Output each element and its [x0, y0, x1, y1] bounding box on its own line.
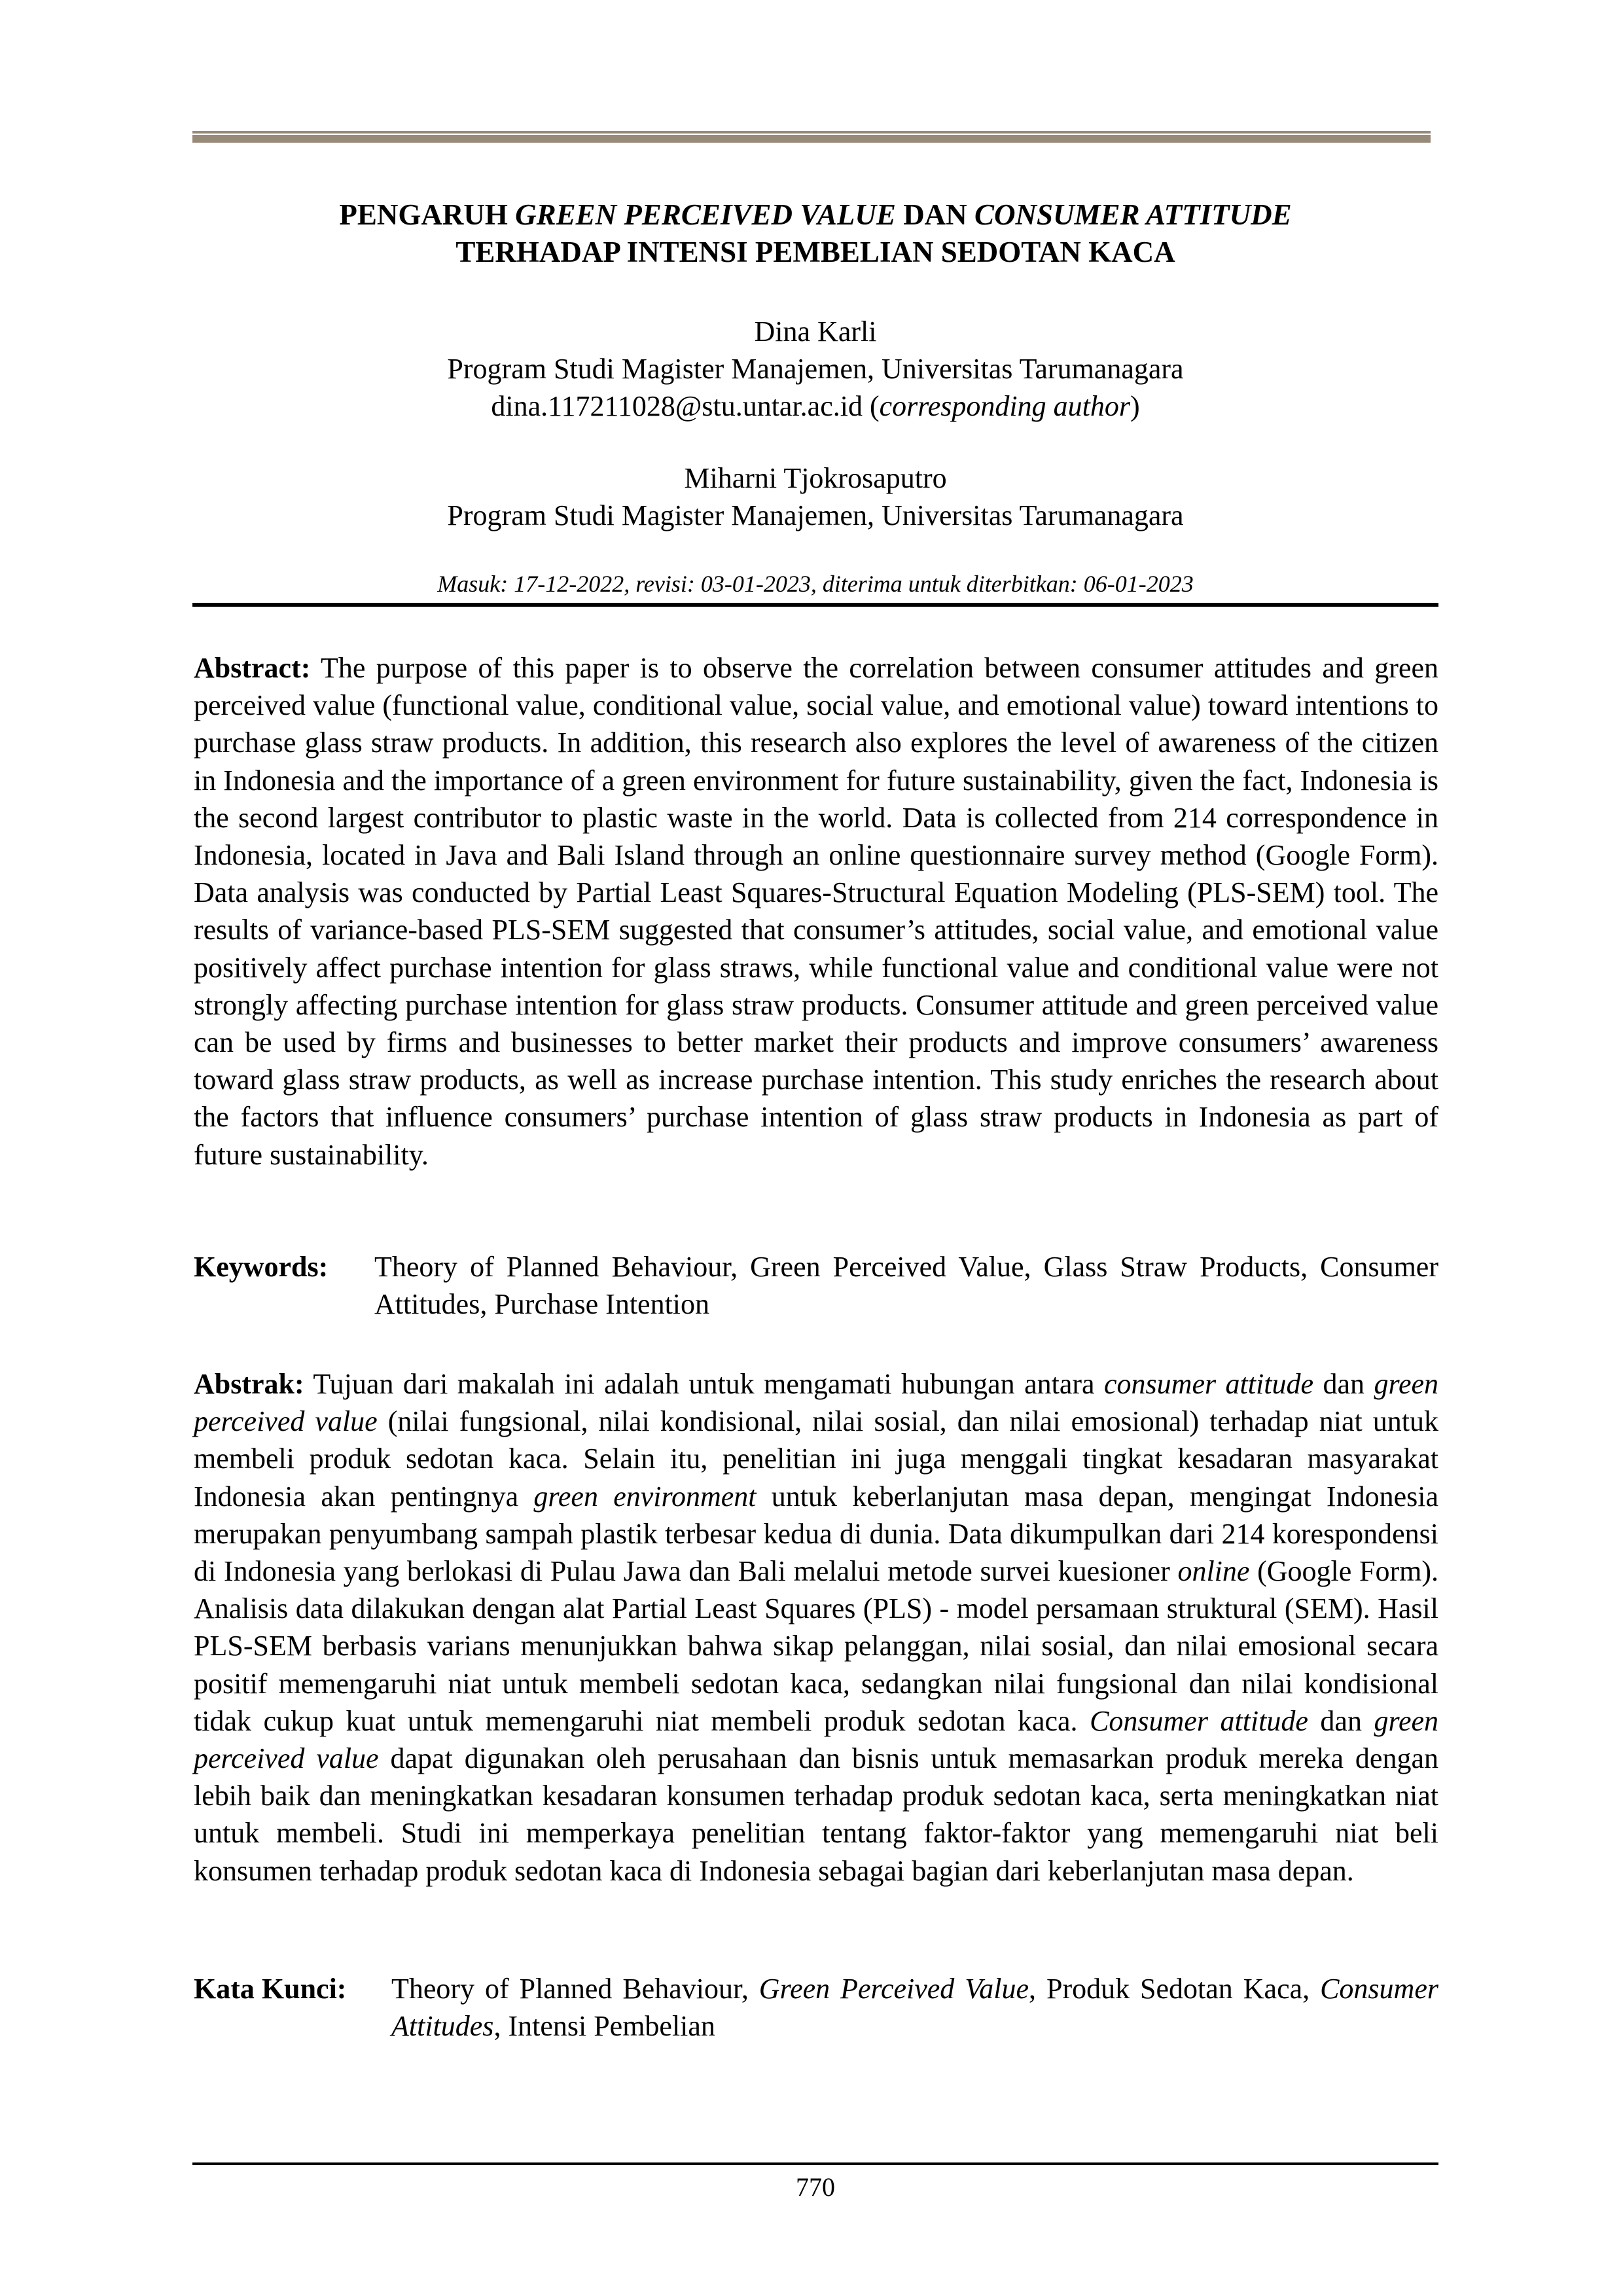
- text-segment: dan: [1313, 1368, 1374, 1400]
- author-name: Dina Karli: [754, 315, 877, 348]
- abstrak-text: [194, 1368, 1438, 1887]
- text-segment: (nilai fungsional, nilai kondisional, nilai sosial, dan nilai emosional) terhadap niat untuk membeli produk sedotan kaca. Selain itu, penelitian ini juga menggali tingkat kesadaran masyarakat Indonesia akan pentingnya: [194, 1405, 1438, 1513]
- title-line-2: TERHADAP INTENSI PEMBELIAN SEDOTAN KACA: [455, 236, 1175, 268]
- keywords-indonesian: [194, 1970, 1438, 2045]
- text-segment: dan: [1308, 1704, 1374, 1737]
- abstract-text: The purpose of this paper is to observe the correlation between consumer attitudes and green perceived value (functional value, conditional value, social value, and emotional value) toward intentions to purchase glass straw products. In addition, this research also explores the level of awareness of the citizen in Indonesia and the importance of a green environment for future sustainability, given the fact, Indonesia is the second largest contributor to plastic waste in the world. Data is collected from 214 correspondence in Indonesia, located in Java and Bali Island through an online questionnaire survey method (Google Form). Data analysis was conducted by Partial Least Squares-Structural Equation Modeling (PLS-SEM) tool. The results of variance-based PLS-SEM suggested that consumer’s attitudes, social value, and emotional value positively affect purchase intention for glass straws, while functional value and conditional value were not strongly affecting purchase intention for glass straw products. Consumer attitude and green perceived value can be used by firms and businesses to better market their products and improve consumers’ awareness toward glass straw products, as well as increase purchase intention. This study enriches the research about the factors that influence consumers’ purchase intention of glass straw products in Indonesia as part of future sustainability.: [194, 652, 1438, 1171]
- text-segment: (Google Form). Analisis data dilakukan dengan alat Partial Least Squares (PLS) - model persamaan struktural (SEM). Hasil PLS-SEM berbasis varians menunjukkan bahwa sikap pelanggan, nilai sosial, dan nilai emosional secara positif memengaruhi niat untuk membeli sedotan kaca, sedangkan nilai fungsional dan nilai kondisional tidak cukup kuat untuk memengaruhi niat membeli produk sedotan kaca.: [194, 1555, 1438, 1737]
- author-block-2: [192, 459, 1438, 534]
- author-email[interactable]: dina.117211028@stu.untar.ac.id: [491, 390, 863, 422]
- keywords-english: [194, 1248, 1438, 1323]
- header-rule-thin: [192, 131, 1431, 134]
- author-affiliation: Program Studi Magister Manajemen, Universitas Tarumanagara: [447, 353, 1184, 385]
- abstract-indonesian: [194, 1365, 1438, 1890]
- kata-kunci-values: [391, 1970, 1438, 2045]
- text-segment: Theory of Planned Behaviour,: [391, 1973, 759, 2005]
- paper-title: [192, 196, 1438, 271]
- text-segment: untuk keberlanjutan masa depan, mengingat Indonesia merupakan penyumbang sampah plastik terbesar kedua di dunia. Data dikumpulkan dari 214 korespondensi di Indonesia yang berlokasi di Pulau Jawa dan Bali melalui metode survei kuesioner: [194, 1480, 1438, 1588]
- submission-dates: Masuk: 17-12-2022, revisi: 03-01-2023, diterima untuk diterbitkan: 06-01-2023: [437, 571, 1194, 597]
- page-number: 770: [796, 2172, 835, 2202]
- header-rule-thick: [192, 135, 1431, 143]
- italic-term: green environment: [533, 1480, 757, 1513]
- title-line-1: PENGARUH GREEN PERCEIVED VALUE DAN CONSUMER ATTITUDE: [339, 198, 1292, 231]
- text-segment: , Produk Sedotan Kaca,: [1029, 1973, 1321, 2005]
- italic-term: Consumer attitude: [1090, 1704, 1308, 1737]
- abstrak-label: Abstrak:: [194, 1368, 304, 1400]
- abstract-label: Abstract:: [194, 652, 311, 684]
- header-separator-rule: [192, 603, 1438, 607]
- corresponding-note: corresponding author: [879, 390, 1130, 422]
- italic-term: Green Perceived Value: [758, 1973, 1029, 2005]
- author-name: Miharni Tjokrosaputro: [684, 462, 947, 494]
- text-segment: , Intensi Pembelian: [493, 2010, 715, 2043]
- author-email-line: dina.117211028@stu.untar.ac.id (corresponding author): [491, 390, 1140, 422]
- abstract-english: [194, 649, 1438, 1174]
- kata-kunci-label: Kata Kunci:: [194, 1973, 347, 2005]
- footer-rule: [192, 2162, 1438, 2165]
- italic-term: online: [1177, 1555, 1250, 1588]
- author-block-1: [192, 313, 1438, 425]
- italic-term: green perceived value: [194, 1368, 1439, 1438]
- italic-term: green perceived value: [194, 1704, 1439, 1775]
- text-segment: dapat digunakan oleh perusahaan dan bisnis untuk memasarkan produk mereka dengan lebih baik dan meningkatkan kesadaran konsumen terhadap produk sedotan kaca, serta meningkatkan niat untuk membeli. Studi ini memperkaya penelitian tentang faktor-faktor yang memengaruhi niat beli konsumen terhadap produk sedotan kaca di Indonesia sebagai bagian dari keberlanjutan masa depan.: [194, 1742, 1438, 1887]
- italic-term: consumer attitude: [1104, 1368, 1313, 1400]
- keywords-label: Keywords:: [194, 1251, 329, 1283]
- text-segment: Tujuan dari makalah ini adalah untuk mengamati hubungan antara: [304, 1368, 1105, 1400]
- italic-term: Consumer Attitudes: [391, 1973, 1438, 2043]
- author-affiliation: Program Studi Magister Manajemen, Universitas Tarumanagara: [447, 499, 1184, 531]
- keywords-values: Theory of Planned Behaviour, Green Perceived Value, Glass Straw Products, Consumer Attitudes, Purchase Intention: [374, 1251, 1438, 1321]
